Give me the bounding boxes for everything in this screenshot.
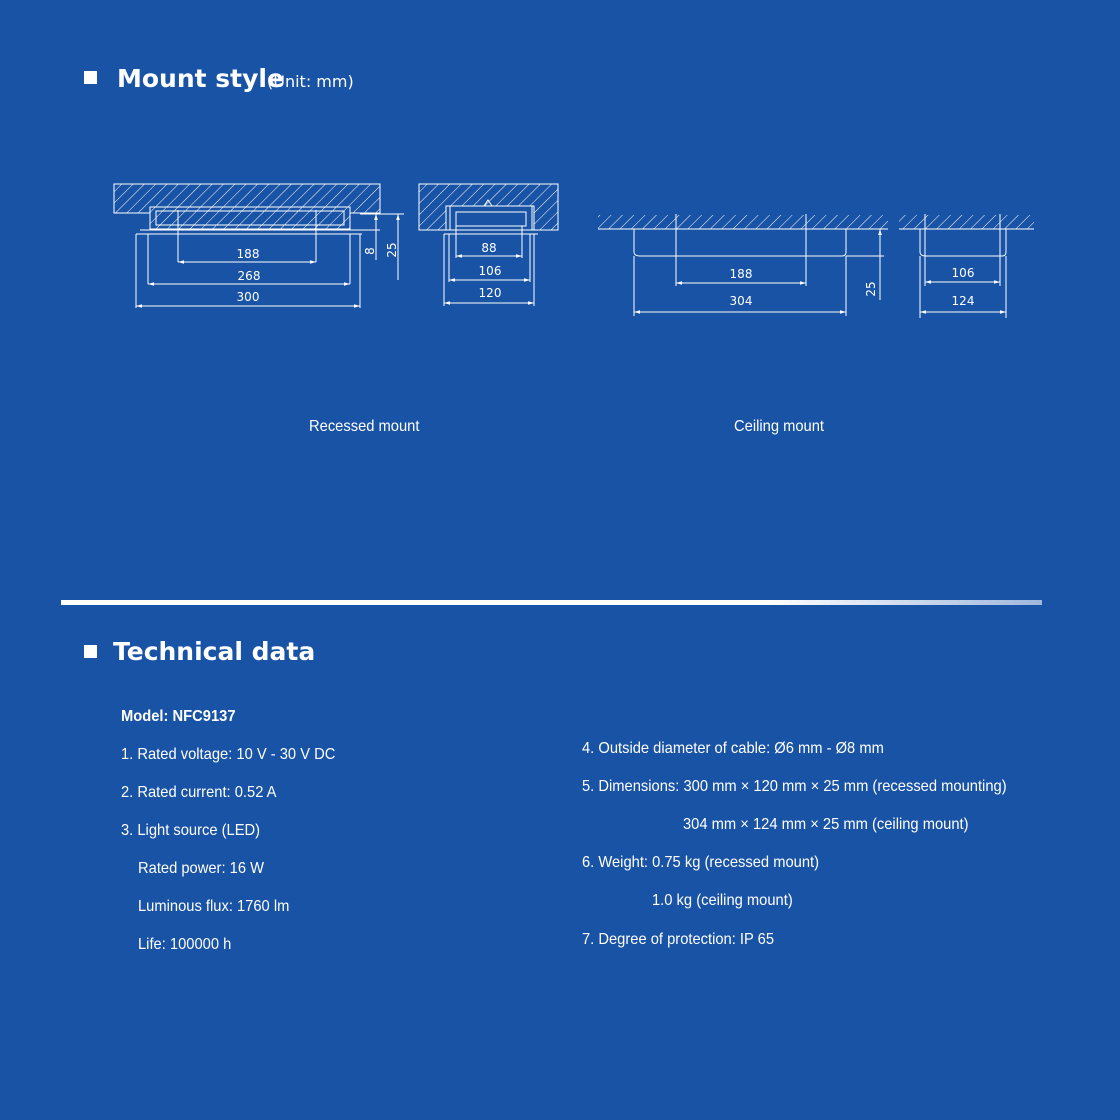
spec-line: 1.0 kg (ceiling mount) bbox=[652, 892, 793, 909]
dim-label: 25 bbox=[864, 281, 878, 297]
spec-line: Life: 100000 h bbox=[138, 936, 232, 953]
dim-label: 304 bbox=[729, 294, 753, 308]
spec-line: 3. Light source (LED) bbox=[121, 822, 261, 839]
section-bullet-icon bbox=[84, 645, 97, 658]
dim-label: 106 bbox=[951, 266, 975, 280]
spec-line: Luminous flux: 1760 lm bbox=[138, 898, 290, 915]
recessed-mount-caption: Recessed mount bbox=[309, 418, 420, 435]
spec-line: 1. Rated voltage: 10 V - 30 V DC bbox=[121, 746, 336, 763]
spec-line: 304 mm × 124 mm × 25 mm (ceiling mount) bbox=[683, 816, 969, 833]
dim-label: 124 bbox=[951, 294, 975, 308]
mount-style-title: Mount style bbox=[117, 64, 284, 93]
spec-line: 4. Outside diameter of cable: Ø6 mm - Ø8 mm bbox=[582, 740, 884, 757]
unit-label: (Unit: mm) bbox=[267, 72, 354, 91]
spec-line: 6. Weight: 0.75 kg (recessed mount) bbox=[582, 854, 820, 871]
section-divider bbox=[61, 600, 1042, 605]
spec-line: 7. Degree of protection: IP 65 bbox=[582, 931, 775, 948]
spec-line: 5. Dimensions: 300 mm × 120 mm × 25 mm (recessed mounting) bbox=[582, 778, 1007, 795]
dim-label: 8 bbox=[363, 247, 377, 255]
ceiling-mount-caption: Ceiling mount bbox=[734, 418, 825, 435]
dim-label: 268 bbox=[237, 269, 261, 283]
dim-label: 188 bbox=[729, 267, 753, 281]
dim-label: 106 bbox=[478, 264, 502, 278]
technical-data-title: Technical data bbox=[113, 637, 316, 666]
dim-label: 188 bbox=[236, 247, 260, 261]
dim-label: 120 bbox=[478, 286, 502, 300]
spec-line: 2. Rated current: 0.52 A bbox=[121, 784, 277, 801]
model-label: Model: NFC9137 bbox=[121, 708, 236, 725]
dim-label: 25 bbox=[385, 242, 399, 258]
dim-label: 300 bbox=[236, 290, 260, 304]
dim-label: 88 bbox=[481, 241, 497, 255]
spec-line: Rated power: 16 W bbox=[138, 860, 264, 877]
